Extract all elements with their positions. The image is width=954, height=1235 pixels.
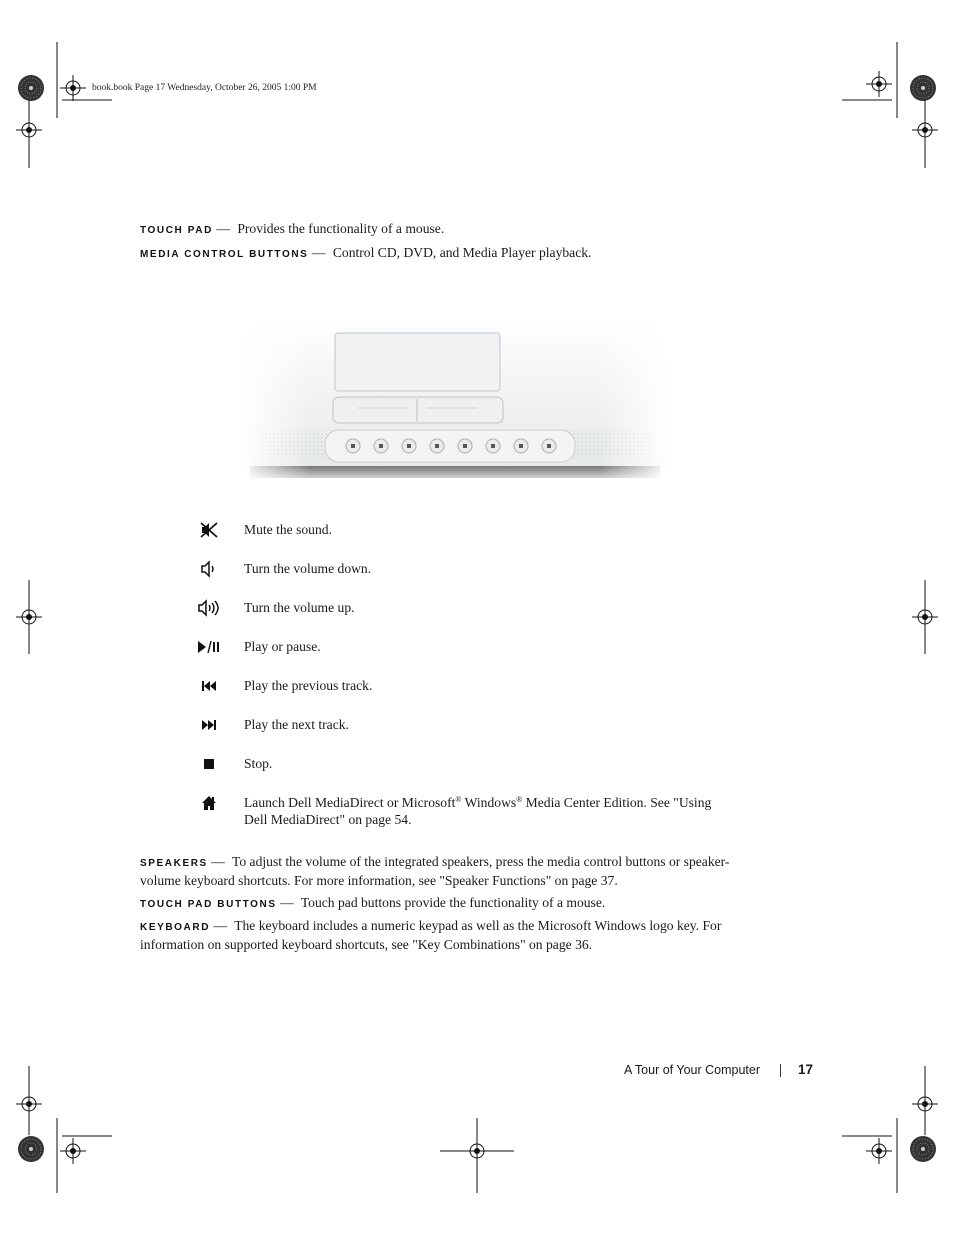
- footer-divider: [780, 1064, 781, 1077]
- previous-track-icon: [196, 675, 222, 697]
- term-label: TOUCH PAD BUTTONS: [140, 899, 277, 910]
- page-number: 17: [798, 1062, 814, 1077]
- mute-icon: [196, 519, 222, 541]
- term-label: KEYBOARD: [140, 922, 211, 933]
- touch-pad-entry: [140, 220, 765, 239]
- media-button-description: [244, 794, 714, 828]
- term-label: SPEAKERS: [140, 858, 208, 869]
- media-control-entry: [140, 244, 765, 263]
- term-label: MEDIA CONTROL BUTTONS: [140, 249, 309, 260]
- media-button-description: Mute the sound.: [244, 522, 332, 537]
- home-icon: [196, 792, 222, 814]
- media-button-description: Turn the volume down.: [244, 561, 372, 576]
- term-dash: —: [211, 854, 225, 869]
- term-dash: —: [213, 918, 228, 933]
- registered-mark: ®: [516, 795, 523, 804]
- term-dash: —: [311, 245, 326, 260]
- volume-down-icon: [196, 558, 222, 580]
- play-pause-icon: [196, 636, 222, 658]
- next-track-icon: [196, 714, 222, 736]
- desc-part: Launch Dell MediaDirect or Microsoft: [244, 795, 456, 810]
- media-button-description: Play the next track.: [244, 717, 349, 732]
- entry-text: To adjust the volume of the integrated speakers, press the media control buttons or speaker-volume keyboard shortcuts. For more information, see "Speaker Functions" on page 37.: [140, 854, 730, 888]
- keyboard-entry: [140, 917, 765, 953]
- entry-text: Provides the functionality of a mouse.: [237, 221, 445, 236]
- registered-mark: ®: [455, 795, 462, 804]
- media-button-description: Play or pause.: [244, 639, 321, 654]
- volume-up-icon: [196, 597, 222, 619]
- desc-part: Media Center Edition. See "Using Dell MediaDirect" on page 54.: [244, 795, 712, 827]
- chapter-title: A Tour of Your Computer: [624, 1063, 760, 1077]
- media-button-description: Stop.: [244, 756, 273, 771]
- media-button-description: Play the previous track.: [244, 678, 373, 693]
- media-button-description: Turn the volume up.: [244, 600, 355, 615]
- touch-pad-buttons-entry: [140, 894, 765, 913]
- term-label: TOUCH PAD: [140, 225, 213, 236]
- entry-text: The keyboard includes a numeric keypad as well as the Microsoft Windows logo key. For information on supported keyboard shortcuts, see "Key Combinations" on page 36.: [140, 918, 722, 952]
- stop-icon: [196, 753, 222, 775]
- speakers-entry: [140, 853, 765, 889]
- touchpad-illustration: [240, 300, 670, 485]
- entry-text: Touch pad buttons provide the functionality of a mouse.: [300, 895, 606, 910]
- entry-text: Control CD, DVD, and Media Player playback.: [332, 245, 592, 260]
- desc-part: Windows: [461, 795, 517, 810]
- print-slug: book.book Page 17 Wednesday, October 26, 2005 1:00 PM: [92, 83, 317, 93]
- term-dash: —: [280, 895, 294, 910]
- term-dash: —: [216, 221, 230, 236]
